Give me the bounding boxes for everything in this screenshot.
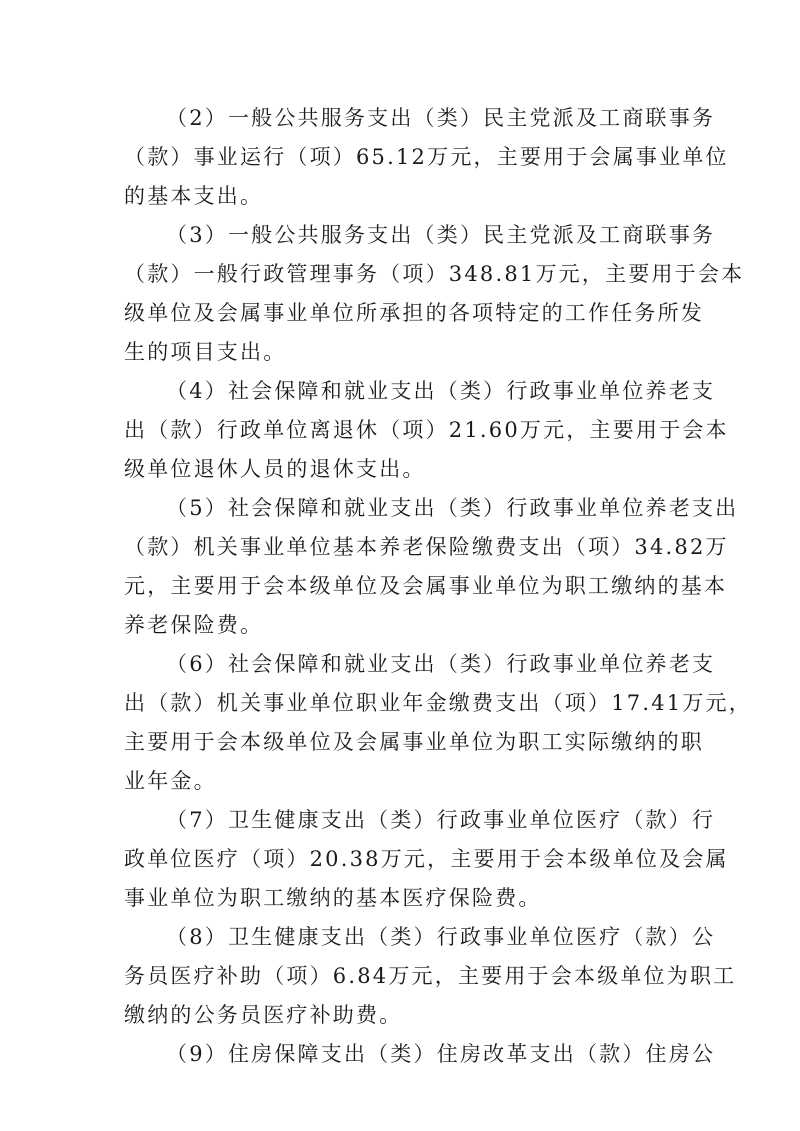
paragraph-3-line-2: （款）一般行政管理事务（项）348.81万元，主要用于会本: [124, 262, 745, 286]
paragraph-4-line-1: （4）社会保障和就业支出（类）行政事业单位养老支: [166, 379, 716, 403]
paragraph-5-line-1: （5）社会保障和就业支出（类）行政事业单位养老支出: [166, 496, 739, 520]
paragraph-5-line-4: 养老保险费。: [124, 613, 264, 637]
paragraph-9-line-1: （9）住房保障支出（类）住房改革支出（款）住房公: [166, 1042, 716, 1066]
paragraph-8-line-2: 务员医疗补助（项）6.84万元，主要用于会本级单位为职工: [124, 964, 737, 988]
paragraph-8-line-3: 缴纳的公务员医疗补助费。: [124, 1003, 403, 1027]
paragraph-3-line-4: 生的项目支出。: [124, 340, 287, 364]
paragraph-5-line-3: 元，主要用于会本级单位及会属事业单位为职工缴纳的基本: [124, 574, 728, 598]
paragraph-2-line-1: （2）一般公共服务支出（类）民主党派及工商联事务: [166, 106, 716, 130]
paragraph-3-line-1: （3）一般公共服务支出（类）民主党派及工商联事务: [166, 223, 716, 247]
paragraph-7-line-3: 事业单位为职工缴纳的基本医疗保险费。: [124, 886, 542, 910]
paragraph-7-line-2: 政单位医疗（项）20.38万元，主要用于会本级单位及会属: [124, 847, 729, 871]
paragraph-6-line-1: （6）社会保障和就业支出（类）行政事业单位养老支: [166, 652, 716, 676]
paragraph-4-line-3: 级单位退休人员的退休支出。: [124, 457, 426, 481]
paragraph-6-line-3: 主要用于会本级单位及会属事业单位为职工实际缴纳的职: [124, 730, 704, 754]
paragraph-2-line-3: 的基本支出。: [124, 184, 264, 208]
paragraph-5-line-2: （款）机关事业单位基本养老保险缴费支出（项）34.82万: [124, 535, 729, 559]
paragraph-7-line-1: （7）卫生健康支出（类）行政事业单位医疗（款）行: [166, 808, 716, 832]
paragraph-4-line-2: 出（款）行政单位离退休（项）21.60万元，主要用于会本: [124, 418, 729, 442]
paragraph-2-line-2: （款）事业运行（项）65.12万元，主要用于会属事业单位: [124, 145, 729, 169]
paragraph-8-line-1: （8）卫生健康支出（类）行政事业单位医疗（款）公: [166, 925, 716, 949]
paragraph-6-line-2: 出（款）机关事业单位职业年金缴费支出（项）17.41万元，: [124, 691, 752, 715]
paragraph-3-line-3: 级单位及会属事业单位所承担的各项特定的工作任务所发: [124, 301, 704, 325]
paragraph-6-line-4: 业年金。: [124, 769, 217, 793]
